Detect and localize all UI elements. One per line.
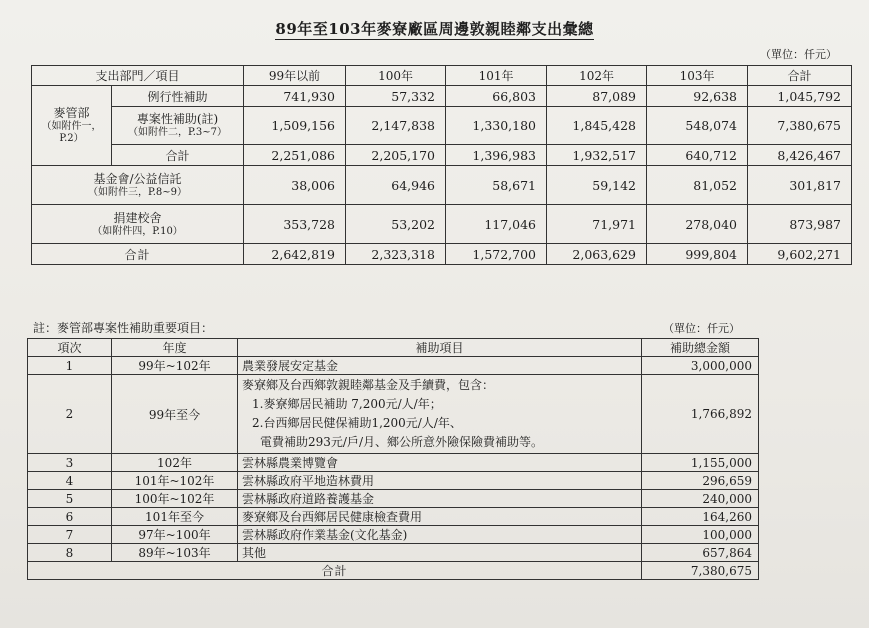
- cell-item: 雲林縣政府道路養護基金: [238, 490, 642, 508]
- cell-value: 117,046: [446, 205, 547, 244]
- table-row: [28, 357, 759, 375]
- cell-value: 57,332: [346, 86, 446, 107]
- cell-value: 1,330,180: [446, 107, 547, 145]
- cell-no: 3: [28, 454, 112, 472]
- cell-no: 8: [28, 544, 112, 562]
- cell-value: 58,671: [446, 166, 547, 205]
- row-label-sub: （如附件二，P.3~7）: [128, 127, 227, 138]
- dept-name: 麥管部: [53, 106, 90, 120]
- cell-value: 81,052: [647, 166, 748, 205]
- cell-amount: 657,864: [642, 544, 759, 562]
- document-title: 89年至103年麥寮廠區周邊敦親睦鄰支出彙總: [275, 20, 594, 38]
- cell-value: 1,045,792: [748, 86, 852, 107]
- cell-value: 71,971: [547, 205, 647, 244]
- table-row: [28, 375, 759, 454]
- cell-year: 89年~103年: [112, 544, 238, 562]
- summary-header-row: [32, 66, 852, 86]
- cell-value: 1,932,517: [547, 145, 647, 166]
- item-line: 麥寮鄉及台西鄉敦親睦鄰基金及手續費，包含：: [242, 378, 495, 392]
- cell-value: 2,642,819: [244, 244, 346, 265]
- header-col: 101年: [446, 66, 547, 86]
- cell-value: 53,202: [346, 205, 446, 244]
- table-row: [28, 454, 759, 472]
- cell-value: 741,930: [244, 86, 346, 107]
- total-amount: 7,380,675: [642, 562, 759, 580]
- cell-amount: 3,000,000: [642, 357, 759, 375]
- table-row: [32, 86, 852, 107]
- header-amount: 補助總金額: [642, 339, 759, 357]
- detail-total-row: [28, 562, 759, 580]
- cell-year: 101年至今: [112, 508, 238, 526]
- summary-total-row: [32, 244, 852, 265]
- cell-no: 4: [28, 472, 112, 490]
- header-item: 補助項目: [238, 339, 642, 357]
- cell-item: 雲林縣政府平地造林費用: [238, 472, 642, 490]
- table-row: [32, 145, 852, 166]
- cell-no: 6: [28, 508, 112, 526]
- header-col: 合計: [748, 66, 852, 86]
- header-col: 103年: [647, 66, 748, 86]
- cell-value: 92,638: [647, 86, 748, 107]
- header-col: 100年: [346, 66, 446, 86]
- item-line: 2.台西鄉居民健保補助1,200元/人/年、: [252, 416, 462, 430]
- detail-table: [27, 338, 759, 580]
- row-label: [32, 166, 244, 205]
- row-label-sub: （如附件三，P.8~9）: [88, 186, 187, 198]
- cell-value: 2,147,838: [346, 107, 446, 145]
- cell-item: 其他: [238, 544, 642, 562]
- item-line: 1.麥寮鄉居民補助 7,200元/人/年；: [252, 397, 442, 411]
- cell-value: 548,074: [647, 107, 748, 145]
- cell-year: 99年~102年: [112, 357, 238, 375]
- table-row: [32, 205, 852, 244]
- cell-value: 2,063,629: [547, 244, 647, 265]
- row-label-main: 基金會/公益信託: [93, 171, 182, 186]
- cell-no: 1: [28, 357, 112, 375]
- cell-value: 301,817: [748, 166, 852, 205]
- cell-amount: 164,260: [642, 508, 759, 526]
- cell-year: 101年~102年: [112, 472, 238, 490]
- dept-sub: （如附件一，P.2）: [41, 121, 102, 144]
- cell-value: 64,946: [346, 166, 446, 205]
- row-label: 合計: [112, 145, 244, 166]
- cell-value: 87,089: [547, 86, 647, 107]
- cell-value: 1,845,428: [547, 107, 647, 145]
- cell-value: 38,006: [244, 166, 346, 205]
- header-col: 99年以前: [244, 66, 346, 86]
- cell-value: 278,040: [647, 205, 748, 244]
- row-label: [112, 107, 244, 145]
- cell-value: 353,728: [244, 205, 346, 244]
- row-label: [32, 205, 244, 244]
- table-row: [28, 472, 759, 490]
- detail-header-row: [28, 339, 759, 357]
- cell-no: 5: [28, 490, 112, 508]
- table-row: [28, 490, 759, 508]
- cell-item: [238, 375, 642, 454]
- cell-year: 97年~100年: [112, 526, 238, 544]
- cell-value: 1,396,983: [446, 145, 547, 166]
- cell-amount: 240,000: [642, 490, 759, 508]
- item-line: 電費補助293元/戶/月、鄉公所意外險保險費補助等。: [260, 435, 543, 449]
- cell-amount: 1,155,000: [642, 454, 759, 472]
- row-label-main: 捐建校舍: [113, 210, 162, 225]
- row-label-sub: （如附件四，P.10）: [92, 225, 183, 237]
- cell-value: 640,712: [647, 145, 748, 166]
- cell-no: 7: [28, 526, 112, 544]
- table-row: [28, 544, 759, 562]
- header-col: 102年: [547, 66, 647, 86]
- total-label: 合計: [28, 562, 642, 580]
- cell-value: 2,205,170: [346, 145, 446, 166]
- cell-value: 2,251,086: [244, 145, 346, 166]
- cell-value: 7,380,675: [748, 107, 852, 145]
- row-label: 合計: [32, 244, 244, 265]
- cell-value: 1,572,700: [446, 244, 547, 265]
- table-row: [28, 526, 759, 544]
- cell-amount: 1,766,892: [642, 375, 759, 454]
- cell-year: 102年: [112, 454, 238, 472]
- cell-value: 59,142: [547, 166, 647, 205]
- table-row: [32, 166, 852, 205]
- cell-item: 雲林縣農業博覽會: [238, 454, 642, 472]
- cell-year: 100年~102年: [112, 490, 238, 508]
- cell-no: 2: [28, 375, 112, 454]
- cell-value: 66,803: [446, 86, 547, 107]
- dept-cell: [32, 86, 112, 166]
- cell-value: 8,426,467: [748, 145, 852, 166]
- cell-amount: 100,000: [642, 526, 759, 544]
- cell-year: 99年至今: [112, 375, 238, 454]
- table-row: [32, 107, 852, 145]
- unit-label-2: （單位：仟元）: [663, 322, 740, 335]
- cell-item: 麥寮鄉及台西鄉居民健康檢查費用: [238, 508, 642, 526]
- header-dept: 支出部門／項目: [32, 66, 244, 86]
- unit-label: （單位：仟元）: [760, 48, 837, 61]
- cell-amount: 296,659: [642, 472, 759, 490]
- header-year: 年度: [112, 339, 238, 357]
- cell-item: 農業發展安定基金: [238, 357, 642, 375]
- cell-value: 873,987: [748, 205, 852, 244]
- note-heading: 註：麥管部專案性補助重要項目：: [33, 321, 214, 335]
- cell-value: 999,804: [647, 244, 748, 265]
- cell-value: 2,323,318: [346, 244, 446, 265]
- table-row: [28, 508, 759, 526]
- cell-item: 雲林縣政府作業基金(文化基金): [238, 526, 642, 544]
- row-label-main: 專案性補助(註): [136, 112, 219, 126]
- summary-table: [31, 65, 852, 265]
- cell-value: 1,509,156: [244, 107, 346, 145]
- cell-value: 9,602,271: [748, 244, 852, 265]
- row-label: 例行性補助: [112, 86, 244, 107]
- header-no: 項次: [28, 339, 112, 357]
